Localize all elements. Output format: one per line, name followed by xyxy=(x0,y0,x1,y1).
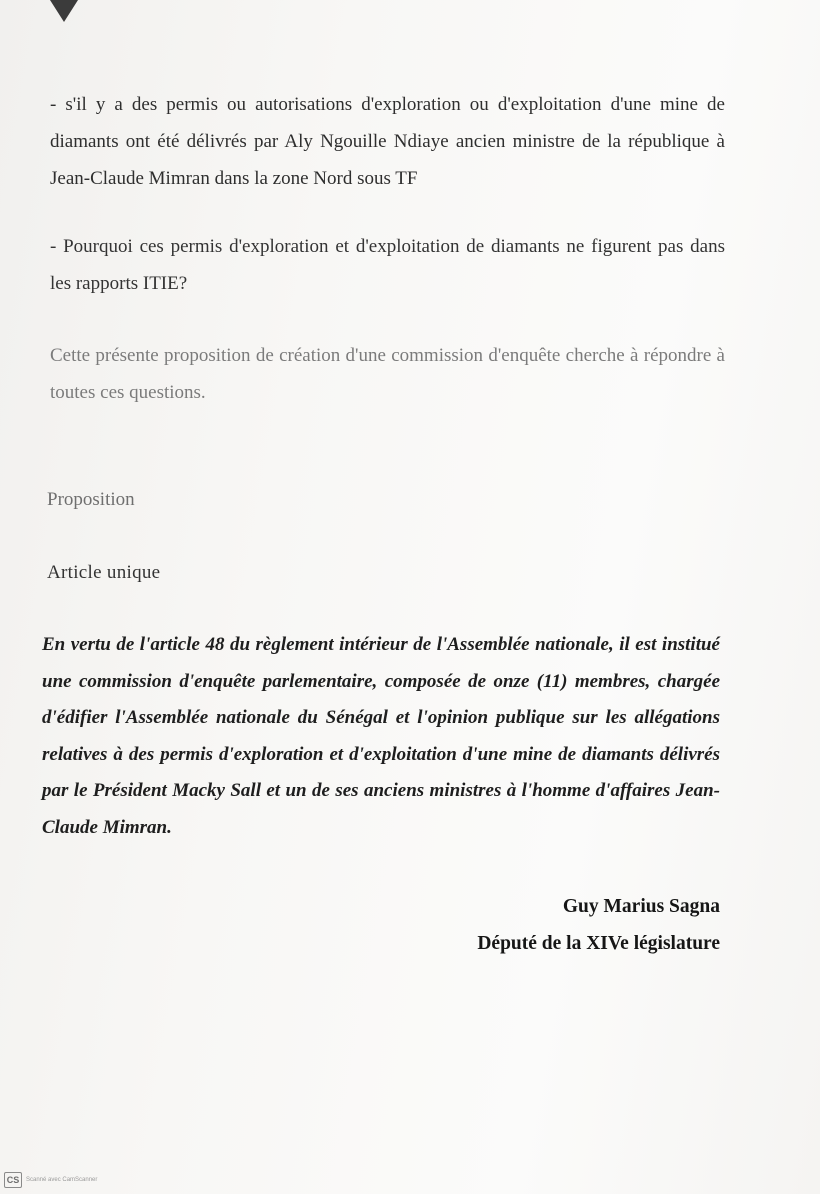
article-body xyxy=(42,627,720,846)
scanner-footer xyxy=(4,1172,97,1188)
heading-proposition: Proposition xyxy=(47,489,135,510)
signature-block xyxy=(477,888,720,962)
signatory-name: Guy Marius Sagna xyxy=(562,896,720,917)
heading-article-unique: Article unique xyxy=(47,562,161,583)
paragraph-permits-question: - s'il y a des permis ou autorisations d'exploration ou d'exploitation d'une mine de diamants ont été délivrés par Aly Ngouille Ndiaye ancien ministre de la république à Jean-Claude Mimran dans la zone Nord sous TF xyxy=(50,94,725,189)
scanner-footer-text: Scanné avec CamScanner xyxy=(26,1177,98,1183)
paragraph-itie-question: - Pourquoi ces permis d'exploration et d'exploitation de diamants ne figurent pas dans les rapports ITIE? xyxy=(50,236,725,294)
paragraph-purpose: Cette présente proposition de création d'une commission d'enquête cherche à répondre à toutes ces questions. xyxy=(50,345,725,403)
article-text: En vertu de l'article 48 du règlement intérieur de l'Assemblée nationale, il est institué une commission d'enquête parlementaire, composée de onze (11) membres, chargée d'édifier l'Assemblée nationale du Sénégal et l'opinion publique sur les allégations relatives à des permis d'exploration et d'exploitation d'une mine de diamants délivrés par le Président Macky Sall et un de ses anciens ministres à l'homme d'affaires Jean-Claude Mimran. xyxy=(42,634,720,838)
signatory-title: Député de la XIVe législature xyxy=(477,933,720,954)
page-corner-mark xyxy=(50,0,78,22)
camscanner-logo-icon: CS xyxy=(4,1172,22,1188)
